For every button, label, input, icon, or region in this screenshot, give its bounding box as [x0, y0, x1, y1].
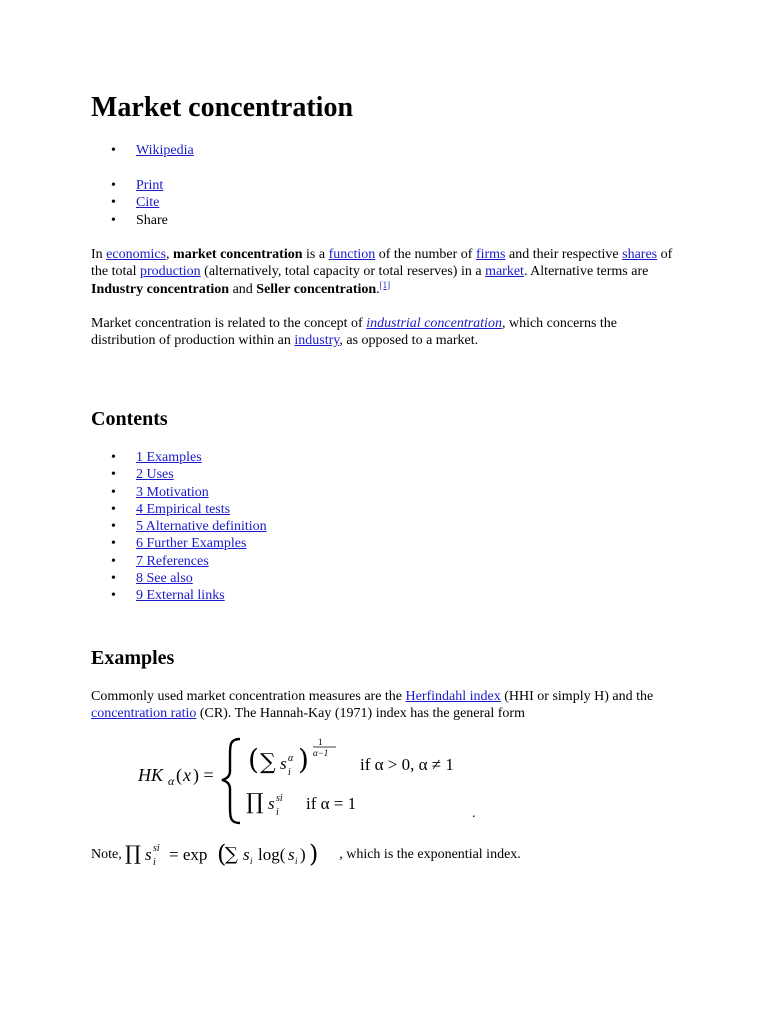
case2-condition: if α = 1 [306, 794, 357, 813]
intro-paragraph [91, 246, 681, 298]
production-link[interactable]: production [140, 264, 201, 280]
toc-link-examples[interactable]: 1 Examples [136, 450, 202, 465]
text: Commonly used market concentration measures are the [91, 689, 406, 704]
toc-item [91, 535, 267, 552]
term-bold: Seller concentration [256, 281, 377, 297]
wikipedia-link[interactable]: Wikipedia [136, 143, 194, 158]
text: . [376, 281, 380, 297]
text: , which concerns the distribution of production within an [91, 316, 618, 349]
svg-text:∑: ∑ [225, 844, 239, 865]
toc-link-see-also[interactable]: 8 See also [136, 571, 193, 587]
list-item [91, 194, 168, 211]
industry-link[interactable]: industry [294, 333, 340, 349]
svg-text:(: ( [176, 765, 182, 785]
reference-link[interactable]: [1] [379, 279, 391, 290]
svg-text:∏: ∏ [125, 841, 142, 865]
svg-text:si: si [276, 793, 283, 804]
share-label[interactable]: Share [136, 212, 168, 228]
text: (HHI or simply H) and the [500, 689, 654, 704]
svg-text:): ) [309, 840, 319, 868]
exponential-index-formula [125, 838, 339, 868]
term-bold: Industry concentration [91, 281, 230, 297]
svg-text:) =: ) = [193, 765, 214, 785]
hannah-kay-formula [138, 735, 498, 825]
svg-text:s: s [268, 794, 275, 813]
svg-text:s: s [280, 754, 287, 773]
print-link[interactable]: Print [136, 178, 164, 193]
toc-item [91, 466, 267, 483]
text: , [166, 247, 174, 262]
table-of-contents [91, 449, 267, 605]
svg-text:si: si [153, 843, 160, 854]
examples-heading: Examples [91, 647, 175, 669]
toc-item [91, 570, 267, 587]
text: (alternatively, total capacity or total reserves) in a [200, 264, 486, 280]
note-prefix: Note, [91, 847, 126, 862]
svg-text:(: ( [217, 840, 227, 868]
toc-item [91, 501, 267, 518]
toc-link-external-links[interactable]: 9 External links [136, 588, 225, 604]
svg-text:): ) [300, 845, 306, 864]
toc-item [91, 449, 267, 466]
svg-text:i: i [288, 767, 291, 778]
formula-trailing-dot: . [472, 806, 476, 821]
case1-condition: if α > 0, α ≠ 1 [360, 755, 454, 774]
firms-link[interactable]: firms [475, 247, 506, 262]
toc-link-references[interactable]: 7 References [136, 553, 209, 569]
svg-text:): ) [298, 743, 309, 776]
svg-text:i: i [250, 856, 253, 866]
term-bold: market concentration [173, 247, 303, 262]
tools-list [91, 177, 168, 229]
cite-link[interactable]: Cite [136, 195, 160, 211]
list-item [91, 177, 168, 194]
market-link[interactable]: market [485, 264, 524, 280]
svg-text:∏: ∏ [246, 790, 264, 815]
industrial-concentration-link[interactable]: industrial concentration [366, 316, 502, 331]
text: (CR). The Hannah-Kay (1971) index has the general form [196, 706, 525, 722]
text: In [91, 247, 107, 262]
svg-text:1: 1 [318, 737, 323, 747]
list-item [91, 142, 194, 159]
toc-link-motivation[interactable]: 3 Motivation [136, 484, 209, 500]
svg-text:s: s [243, 845, 250, 864]
economics-link[interactable]: economics [106, 247, 167, 262]
svg-text:x: x [183, 765, 191, 785]
note-suffix: , which is the exponential index. [339, 847, 521, 862]
svg-text:i: i [153, 857, 156, 868]
text: Market concentration is related to the concept of [91, 316, 367, 331]
svg-text:α: α [288, 753, 294, 764]
svg-text:s: s [288, 845, 295, 864]
top-links-list [91, 142, 194, 159]
page-title: Market concentration [91, 92, 354, 123]
shares-link[interactable]: shares [622, 247, 658, 262]
function-link[interactable]: function [328, 247, 376, 262]
text: and [229, 281, 257, 297]
toc-link-further-examples[interactable]: 6 Further Examples [136, 536, 247, 552]
formula-lhs: HK [138, 765, 164, 785]
concentration-ratio-link[interactable]: concentration ratio [91, 706, 197, 722]
toc-item [91, 484, 267, 501]
toc-link-uses[interactable]: 2 Uses [136, 467, 174, 483]
toc-link-empirical-tests[interactable]: 4 Empirical tests [136, 501, 231, 517]
svg-text:= exp: = exp [169, 845, 208, 864]
toc-link-alternative-definition[interactable]: 5 Alternative definition [136, 519, 267, 535]
svg-text:i: i [276, 807, 279, 818]
svg-text:α: α [168, 774, 175, 788]
svg-text:α−1: α−1 [313, 748, 329, 758]
svg-text:log(: log( [258, 845, 286, 864]
text: of the number of [375, 247, 476, 262]
svg-text:(: ( [248, 743, 259, 776]
text: is a [302, 247, 329, 262]
toc-item [91, 587, 267, 604]
herfindahl-index-link[interactable]: Herfindahl index [405, 689, 501, 704]
svg-text:∑: ∑ [260, 750, 276, 775]
text: . Alternative terms are [523, 264, 649, 280]
contents-heading: Contents [91, 408, 168, 430]
list-item [91, 212, 168, 229]
text: of the total [91, 247, 673, 280]
examples-paragraph [91, 688, 681, 723]
text: , as opposed to a market. [339, 333, 479, 349]
svg-text:i: i [295, 856, 298, 866]
related-paragraph [91, 315, 681, 350]
note-line [91, 838, 521, 870]
toc-item [91, 518, 267, 535]
text: and their respective [505, 247, 623, 262]
toc-item [91, 553, 267, 570]
svg-text:s: s [145, 845, 152, 864]
